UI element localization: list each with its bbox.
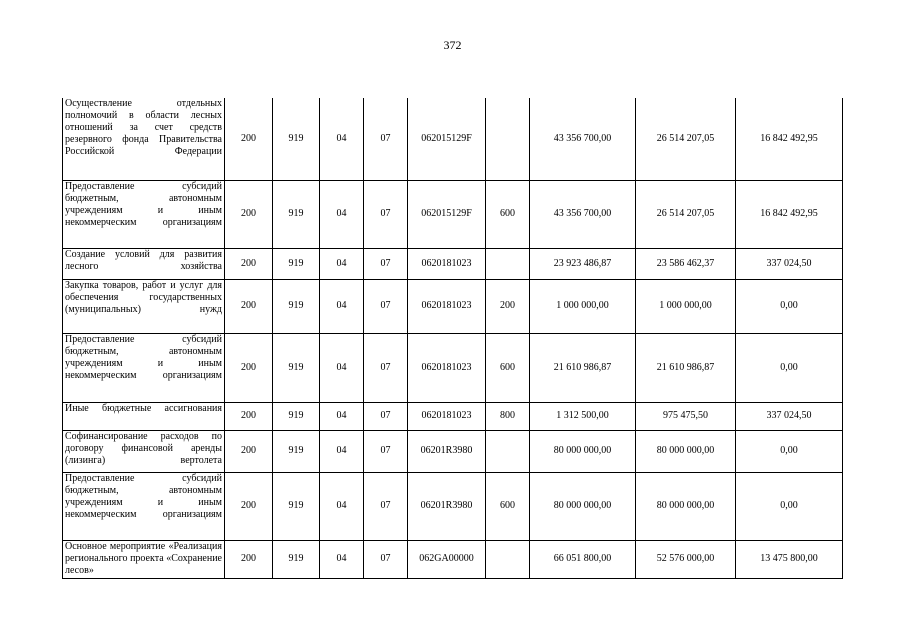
cell-expense-type [486,430,530,472]
cell-expense-type: 800 [486,402,530,430]
cell-expense-type: 200 [486,279,530,333]
cell-section: 04 [320,279,364,333]
table-row [63,402,843,430]
cell-amount-executed: 1 000 000,00 [636,279,736,333]
cell-section: 04 [320,248,364,279]
table-row [63,540,843,578]
cell-name: Предоставление субсидий бюджетным, автономным учреждениям и иным некоммерческим организациям [63,180,225,248]
cell-amount-remaining: 337 024,50 [736,248,843,279]
cell-section: 04 [320,402,364,430]
cell-amount-executed: 21 610 986,87 [636,333,736,402]
cell-target-article: 0620181023 [408,279,486,333]
cell-subsection: 07 [364,279,408,333]
table-row [63,279,843,333]
cell-amount-planned: 21 610 986,87 [530,333,636,402]
cell-ministry-code: 919 [273,98,320,180]
cell-name: Закупка товаров, работ и услуг для обеспечения государственных (муниципальных) нужд [63,279,225,333]
cell-admin-code: 200 [225,248,273,279]
cell-target-article: 06201R3980 [408,430,486,472]
cell-target-article: 06201R3980 [408,472,486,540]
cell-expense-type: 600 [486,472,530,540]
table-row [63,180,843,248]
cell-section: 04 [320,98,364,180]
cell-subsection: 07 [364,98,408,180]
cell-amount-planned: 66 051 800,00 [530,540,636,578]
cell-admin-code: 200 [225,333,273,402]
cell-amount-remaining: 16 842 492,95 [736,98,843,180]
cell-ministry-code: 919 [273,402,320,430]
cell-amount-executed: 80 000 000,00 [636,472,736,540]
cell-ministry-code: 919 [273,430,320,472]
cell-ministry-code: 919 [273,180,320,248]
cell-ministry-code: 919 [273,279,320,333]
cell-ministry-code: 919 [273,333,320,402]
cell-admin-code: 200 [225,430,273,472]
cell-target-article: 0620181023 [408,248,486,279]
table-row [63,98,843,180]
cell-admin-code: 200 [225,279,273,333]
cell-name: Осуществление отдельных полномочий в области лесных отношений за счет средств резервного фонда Правительства Российской Федерации [63,98,225,180]
cell-amount-executed: 26 514 207,05 [636,180,736,248]
cell-amount-executed: 975 475,50 [636,402,736,430]
cell-target-article: 062015129F [408,180,486,248]
cell-amount-planned: 80 000 000,00 [530,430,636,472]
cell-expense-type [486,248,530,279]
cell-name: Создание условий для развития лесного хозяйства [63,248,225,279]
cell-admin-code: 200 [225,540,273,578]
cell-amount-remaining: 0,00 [736,279,843,333]
cell-ministry-code: 919 [273,472,320,540]
table-row [63,248,843,279]
cell-admin-code: 200 [225,180,273,248]
cell-amount-executed: 26 514 207,05 [636,98,736,180]
cell-name: Предоставление субсидий бюджетным, автономным учреждениям и иным некоммерческим организациям [63,472,225,540]
cell-section: 04 [320,540,364,578]
cell-amount-remaining: 16 842 492,95 [736,180,843,248]
cell-expense-type: 600 [486,180,530,248]
cell-amount-planned: 43 356 700,00 [530,98,636,180]
cell-name: Софинансирование расходов по договору финансовой аренды (лизинга) вертолета [63,430,225,472]
cell-expense-type [486,540,530,578]
cell-subsection: 07 [364,248,408,279]
cell-subsection: 07 [364,472,408,540]
table-row [63,472,843,540]
cell-subsection: 07 [364,402,408,430]
cell-amount-remaining: 13 475 800,00 [736,540,843,578]
cell-target-article: 062GA00000 [408,540,486,578]
page-number: 372 [443,38,462,52]
table-row [63,333,843,402]
cell-amount-planned: 43 356 700,00 [530,180,636,248]
cell-amount-planned: 80 000 000,00 [530,472,636,540]
cell-admin-code: 200 [225,472,273,540]
cell-expense-type [486,98,530,180]
cell-amount-remaining: 0,00 [736,430,843,472]
cell-ministry-code: 919 [273,248,320,279]
cell-name: Основное мероприятие «Реализация регионального проекта «Сохранение лесов» [63,540,225,578]
cell-admin-code: 200 [225,98,273,180]
cell-amount-planned: 1 000 000,00 [530,279,636,333]
cell-subsection: 07 [364,333,408,402]
cell-amount-remaining: 0,00 [736,472,843,540]
cell-target-article: 0620181023 [408,402,486,430]
cell-section: 04 [320,430,364,472]
cell-section: 04 [320,333,364,402]
budget-table [62,98,843,579]
cell-name: Иные бюджетные ассигнования [63,402,225,430]
cell-expense-type: 600 [486,333,530,402]
cell-subsection: 07 [364,180,408,248]
table-row [63,430,843,472]
cell-admin-code: 200 [225,402,273,430]
cell-amount-planned: 23 923 486,87 [530,248,636,279]
cell-target-article: 0620181023 [408,333,486,402]
cell-amount-executed: 23 586 462,37 [636,248,736,279]
cell-subsection: 07 [364,540,408,578]
cell-target-article: 062015129F [408,98,486,180]
cell-name: Предоставление субсидий бюджетным, автономным учреждениям и иным некоммерческим организациям [63,333,225,402]
cell-ministry-code: 919 [273,540,320,578]
cell-section: 04 [320,180,364,248]
cell-amount-executed: 52 576 000,00 [636,540,736,578]
cell-amount-planned: 1 312 500,00 [530,402,636,430]
cell-amount-executed: 80 000 000,00 [636,430,736,472]
cell-section: 04 [320,472,364,540]
cell-amount-remaining: 337 024,50 [736,402,843,430]
cell-subsection: 07 [364,430,408,472]
cell-amount-remaining: 0,00 [736,333,843,402]
